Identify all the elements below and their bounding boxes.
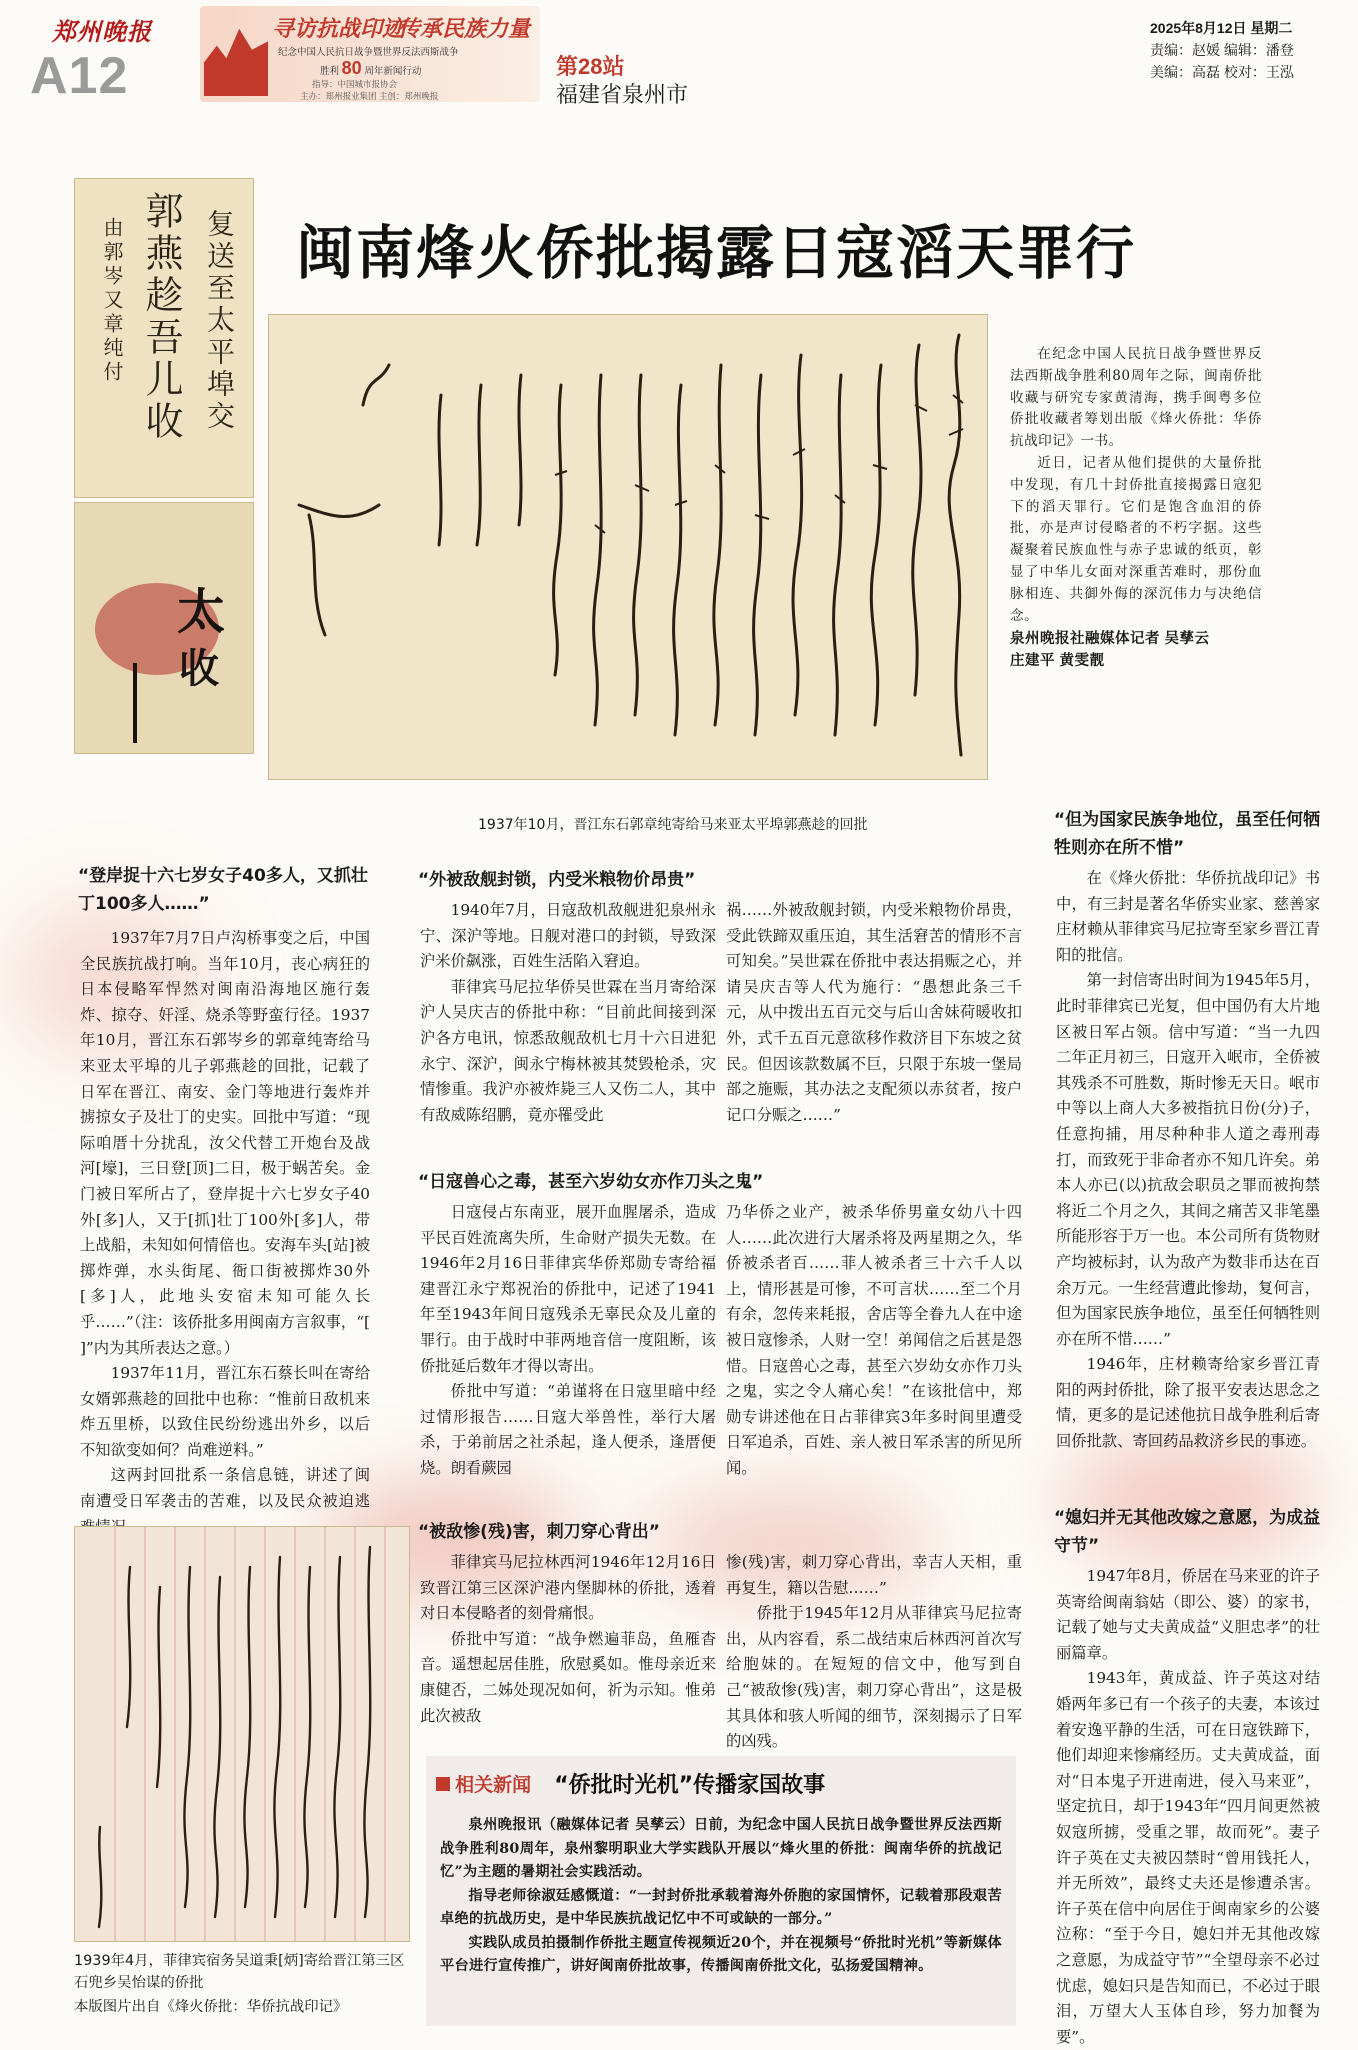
envelope-line-3: 由郭岑又章纯付 bbox=[100, 217, 124, 385]
envelope-front-photo bbox=[74, 178, 254, 498]
right1-body bbox=[1056, 866, 1320, 1455]
bottom-caption-1: 1939年4月，菲律宾宿务吴道秉[炳]寄给晋江第三区石兜乡吴怡谋的侨批 bbox=[74, 1953, 405, 1991]
col1-paragraph-3: 这两封回批系一条信息链，讲述了闽南遭受日军袭击的苦难，以及民众被迫逃 bbox=[80, 1466, 370, 1511]
section2-body-left bbox=[420, 1200, 716, 1482]
related-paragraph-2: 指导老师徐淑廷感慨道：“一封封侨批承载着海外侨胞的家国情怀，记载着那段艰苦卓绝的抗战历史，是中华民族抗战记忆中不可或缺的一部分。” bbox=[440, 1887, 1002, 1927]
section3-paragraph-1: 菲律宾马尼拉林西河1946年12月16日致晋江第三区深沪港内堡脚林的侨批，透着对日本侵略者的刻骨痛恨。 bbox=[420, 1553, 716, 1623]
intro-paragraph-2: 近日，记者从他们提供的大量侨批中发现，有几十封侨批直接揭露日寇犯下的滔天罪行。它们是饱含血泪的侨批，亦是声讨侵略者的不朽字据。这些凝聚着民族血性与赤子忠诚的纸页，彰显了中华儿女面对深重苦难时，那份血脉相连、共御外侮的深沉伟力与决绝信念。 bbox=[1010, 454, 1262, 624]
section2-paragraph-3: 乃华侨之业产，被杀华侨男童女幼八十四人……此次进行大屠杀将及两星期之久，华侨被杀者百……菲人被杀者三十六千人以上，情形甚是可惨，不可言状……至二个月有余，忽传来耗报，舍店等全眷九人在中途被日寇惨杀，人财一空！弟闻信之后甚是怨惜。日寇兽心之毒，甚至六岁幼女亦作刀头之鬼，实之令人痛心矣！”在该批信中，郑勋专讲述他在日占菲律宾3年多时间里遭受日军追杀，百姓、亲人被日军杀害的所见所闻。 bbox=[726, 1203, 1022, 1477]
col1-body bbox=[80, 926, 370, 1540]
section2-body-right bbox=[726, 1200, 1022, 1482]
col1-heading: “登岸捉十六七岁女子40多人，又抓壮丁100多人……” bbox=[78, 866, 368, 914]
letter-photo-1939 bbox=[74, 1526, 410, 1942]
related-news-title: “侨批时光机”传播家国故事 bbox=[554, 1773, 826, 1798]
great-wall-graphic bbox=[204, 12, 268, 96]
square-bullet-icon bbox=[436, 1777, 450, 1791]
col3-body bbox=[726, 898, 1022, 1128]
page-number: A12 bbox=[30, 47, 129, 105]
intro-byline-2: 庄建平 黄雯靓 bbox=[1010, 653, 1105, 670]
letter-photo-caption: 1937年10月，晋江东石郭章纯寄给马来亚太平埠郭燕趁的回批 bbox=[478, 817, 868, 833]
envelope-stamp-char-2: 收 bbox=[179, 645, 219, 692]
bottom-caption-2: 本版图片出自《烽火侨批：华侨抗战印记》 bbox=[74, 1999, 348, 2015]
envelope-stamp-char: 太 bbox=[177, 584, 226, 640]
handwritten-letter-graphic bbox=[269, 315, 987, 779]
letter-photo-1937 bbox=[268, 314, 988, 780]
col2-body bbox=[420, 898, 716, 1128]
banner-title-1: 寻访抗战印迹 bbox=[272, 16, 405, 42]
page-headline: 闽南烽火侨批揭露日寇滔天罪行 bbox=[296, 219, 1137, 287]
handwritten-stroke bbox=[133, 663, 137, 743]
envelope-back-photo bbox=[74, 502, 254, 754]
section3-heading: “被敌惨(残)害，刺刀穿心背出” bbox=[418, 1522, 660, 1542]
section3-paragraph-2: 侨批中写道：“战争燃遍菲岛，鱼雁杳音。遥想起居佳胜，欣慰奚如。惟母亲近来康健否，二姊处现况如何，祈为示知。惟弟此次被敌 bbox=[420, 1629, 716, 1725]
newspaper-logo: 郑州晚报 bbox=[52, 17, 152, 46]
related-news-header bbox=[436, 1768, 825, 1799]
section2-paragraph-1: 日寇侵占东南亚，展开血腥屠杀，造成平民百姓流离失所，生命财产损失无数。在1946年2月16日菲律宾华侨郑勋专寄给福建晋江永宁郑祝治的侨批中，记述了1941年至1943年间日寇残杀无辜民众及儿童的罪行。由于战时中菲两地音信一度阻断，该侨批延后数年才得以寄出。 bbox=[420, 1203, 716, 1375]
col1-paragraph-2: 1937年11月，晋江东石蔡长叫在寄给女婿郭燕趁的回批中也称：“惟前日敌机来炸五里桥，以致住民纷纷逃出外乡，以后不知欲变如何？尚难逆料。” bbox=[80, 1364, 370, 1459]
intro-byline-1: 泉州晚报社融媒体记者 吴孳云 bbox=[1010, 631, 1210, 648]
right2-paragraph-2: 1943年，黄成益、许子英这对结婚两年多已有一个孩子的夫妻，本该过着安逸平静的生活，可在日寇铁蹄下，他们却迎来惨痛经历。丈夫黄成益，面对“日本鬼子开进南进，侵入马来亚”，坚定抗日，却于1943年“四月间更然被奴寇所掳，受重之罪，故而死”。妻子许子英在丈夫被囚禁时“曾用钱托人，并无所效”，最终丈夫还是惨遭杀害。许子英在信中向居住于闽南家乡的公婆泣称：“至于今日，媳妇并无其他改嫁之意愿，为成益守节”“全望母亲不必过忧虑，媳妇只是告知而已，不必过于眼泪，万望大人玉体自珍，努力加餐为要”。 bbox=[1056, 1669, 1320, 2046]
related-paragraph-1: 泉州晚报讯（融媒体记者 吴孳云）日前，为纪念中国人民抗日战争暨世界反法西斯战争胜利80周年，泉州黎明职业大学实践队开展以“烽火里的侨批：闽南华侨的抗战记忆”为主题的暑期社会实践活动。 bbox=[440, 1817, 1002, 1880]
col2-paragraph-1: 1940年7月，日寇敌机敌舰进犯泉州永宁、深沪等地。日舰对港口的封锁，导致深沪米价飙涨，百姓生活陷入窘迫。 bbox=[420, 901, 716, 971]
section3-paragraph-3: 惨(残)害，刺刀穿心背出，幸吉人天相，重再复生，籍以告慰……” bbox=[726, 1553, 1022, 1597]
right1-paragraph-1: 在《烽火侨批：华侨抗战印记》书中，有三封是著名华侨实业家、慈善家庄材赖从菲律宾马尼拉寄至家乡晋江青阳的批信。 bbox=[1056, 869, 1320, 964]
related-news-body bbox=[440, 1814, 1002, 1979]
section2-heading: “日寇兽心之毒，甚至六岁幼女亦作刀头之鬼” bbox=[418, 1172, 764, 1192]
col2-heading: “外被敌舰封锁，内受米粮物价昂贵” bbox=[418, 870, 696, 890]
intro-paragraph-1: 在纪念中国人民抗日战争暨世界反法西斯战争胜利80周年之际，闽南侨批收藏与研究专家黄清海，携手闽粤多位侨批收藏者筹划出版《烽火侨批：华侨抗战印记》一书。 bbox=[1010, 346, 1262, 450]
related-paragraph-3: 实践队成员拍摄制作侨批主题宣传视频近20个，并在视频号“侨批时光机”等新媒体平台进行宣传推广，讲好闽南侨批故事，传播闽南侨批文化，弘扬爱国精神。 bbox=[440, 1934, 1002, 1974]
banner-org-2: 主办：郑州报业集团 主创：郑州晚报 bbox=[300, 91, 439, 101]
masthead bbox=[0, 0, 1358, 110]
col2-paragraph-2: 菲律宾马尼拉华侨吴世霖在当月寄给深沪人吴庆吉的侨批中称：“目前此间接到深沪各方电讯，惊悉敌舰敌机七月十六日进犯永宁、深沪，闽永宁梅林被其焚毁枪杀，灾情惨重。我沪亦被炸毙三人又伤二人，其中有敌威陈绍鹏，竟亦罹受此 bbox=[420, 977, 716, 1124]
banner-org-1: 指导：中国城市报协会 bbox=[312, 79, 398, 89]
right2-paragraph-1: 1947年8月，侨居在马来亚的许子英寄给闽南翁姑（即公、婆）的家书，记载了她与丈夫黄成益“义胆忠孝”的壮丽篇章。 bbox=[1056, 1567, 1320, 1662]
right1-paragraph-2: 第一封信寄出时间为1945年5月，此时菲律宾已光复，但中国仍有大片地区被日军占领。信中写道：“当一九四二年正月初三，日寇开入岷市，全侨被其残杀不可胜数，斯时惨无天日。岷市中等以上商人大多被指抗日份(分)子，任意拘捕，用尽种种非人道之毒刑毒打，而致死于非命者亦不知几许矣。弟本人亦已(以)抗敌会职员之罪而被拘禁将近二个月之久，其间之痛苦又非笔墨所能形容于万一也。本公司所有货物财产均被标封，认为敌产为数非币达在百余万元。一生经营遭此惨劫，复何言，但为国家民族争地位，虽至任何牺牲则亦在所不惜……” bbox=[1056, 971, 1320, 1348]
col3-paragraph-1: 祸……外被敌舰封锁，内受米粮物价昂贵，受此铁蹄双重压迫，其生活窘苦的情形不言可知矣。”吴世霖在侨批中表达捐赈之心，并请吴庆吉等人代为施行：“愚想此条三千元，从中拨出五百元交与后山舍妹荷暖收扣外，式千五百元意欲移作救济目下东坡之贫民。但因该款数属不巨，只限于东坡一堡局部之施赈，其办法之支配须以赤贫者，按户记口分赈之……” bbox=[726, 901, 1022, 1124]
banner-sub-line bbox=[320, 58, 421, 79]
banner-sub-num: 80 bbox=[341, 58, 362, 78]
right1-heading: “但为国家民族争地位，虽至任何牺牲则亦在所不惜” bbox=[1054, 810, 1321, 858]
right2-heading: “媳妇并无其他改嫁之意愿，为成益守节” bbox=[1054, 1508, 1321, 1556]
banner-title-2: 传承民族力量 bbox=[398, 16, 531, 42]
banner-sub-1: 纪念中国人民抗日战争暨世界反法西斯战争 bbox=[278, 47, 459, 58]
editor-credits-1: 责编：赵媛 编辑：潘登 bbox=[1150, 42, 1294, 58]
section2-paragraph-2: 侨批中写道：“弟谨将在日寇里暗中经过情形报告……日寇大举兽性，举行大屠杀，于弟前居之社杀起，逢人便杀，逢厝便烧。朗看蕨园 bbox=[420, 1382, 716, 1477]
section3-body-left bbox=[420, 1550, 716, 1729]
right1-paragraph-3: 1946年，庄材赖寄给家乡晋江青阳的两封侨批，除了报平安表达思念之情，更多的是记述他抗日战争胜利后寄回侨批款、寄回药品救济乡民的事迹。 bbox=[1056, 1355, 1320, 1451]
banner-sub-3: 周年新闻行动 bbox=[364, 66, 422, 77]
station-number: 第28站 bbox=[556, 54, 625, 79]
issue-date: 2025年8月12日 星期二 bbox=[1150, 20, 1293, 36]
envelope-line-2: 郭燕趁吾儿收 bbox=[139, 191, 183, 443]
related-news-tag: 相关新闻 bbox=[455, 1775, 532, 1796]
banner-sub-2: 胜利 bbox=[320, 66, 340, 77]
section3-paragraph-4: 侨批于1945年12月从菲律宾马尼拉寄出，从内容看，系二战结束后林西河首次写给胞妹的。在短短的信文中，他写到自己“被敌惨(残)害，刺刀穿心背出”，这是极其具体和骇人听闻的细节，深刻揭示了日军的凶残。 bbox=[726, 1604, 1022, 1751]
editor-credits-2: 美编：高磊 校对：王泓 bbox=[1150, 64, 1294, 80]
related-news-box bbox=[426, 1756, 1016, 2026]
station-place: 福建省泉州市 bbox=[556, 82, 689, 107]
intro-block bbox=[1010, 344, 1262, 673]
col1-paragraph-1: 1937年7月7日卢沟桥事变之后，中国全民族抗战打响。当年10月，丧心病狂的日本侵略军悍然对闽南沿海地区施行轰炸、掠夺、奸淫、烧杀等野蛮行径。1937年10月，晋江东石郭岑乡的郭章纯寄给马来亚太平埠的儿子郭燕趁的回批，记载了日军在晋江、南安、金门等地进行轰炸并掳掠女子及壮丁的史实。回批中写道：“现际咱厝十分扰乱，汝父代替工开炮台及战河[壕]，三日登[顶]二日，极于蜗苦矣。金门被日军所占了，登岸捉十六七岁女子40外[多]人，又于[抓]壮丁100外[多]人，带上战船，未知如何情倍也。安海车头[站]被掷炸弹，水头街尾、衙口街被掷炸30外[多]人，此地头安宿未知可能久长乎……”（注：该侨批多用闽南方言叙事，“[ ]”内为其所表达之意。） bbox=[80, 929, 370, 1357]
right2-body bbox=[1056, 1564, 1320, 2050]
envelope-line-1: 复送至太平埠交 bbox=[203, 209, 236, 433]
red-ruled-letter-graphic bbox=[75, 1527, 409, 1941]
campaign-banner bbox=[200, 6, 540, 102]
section3-body-right bbox=[726, 1550, 1022, 1755]
